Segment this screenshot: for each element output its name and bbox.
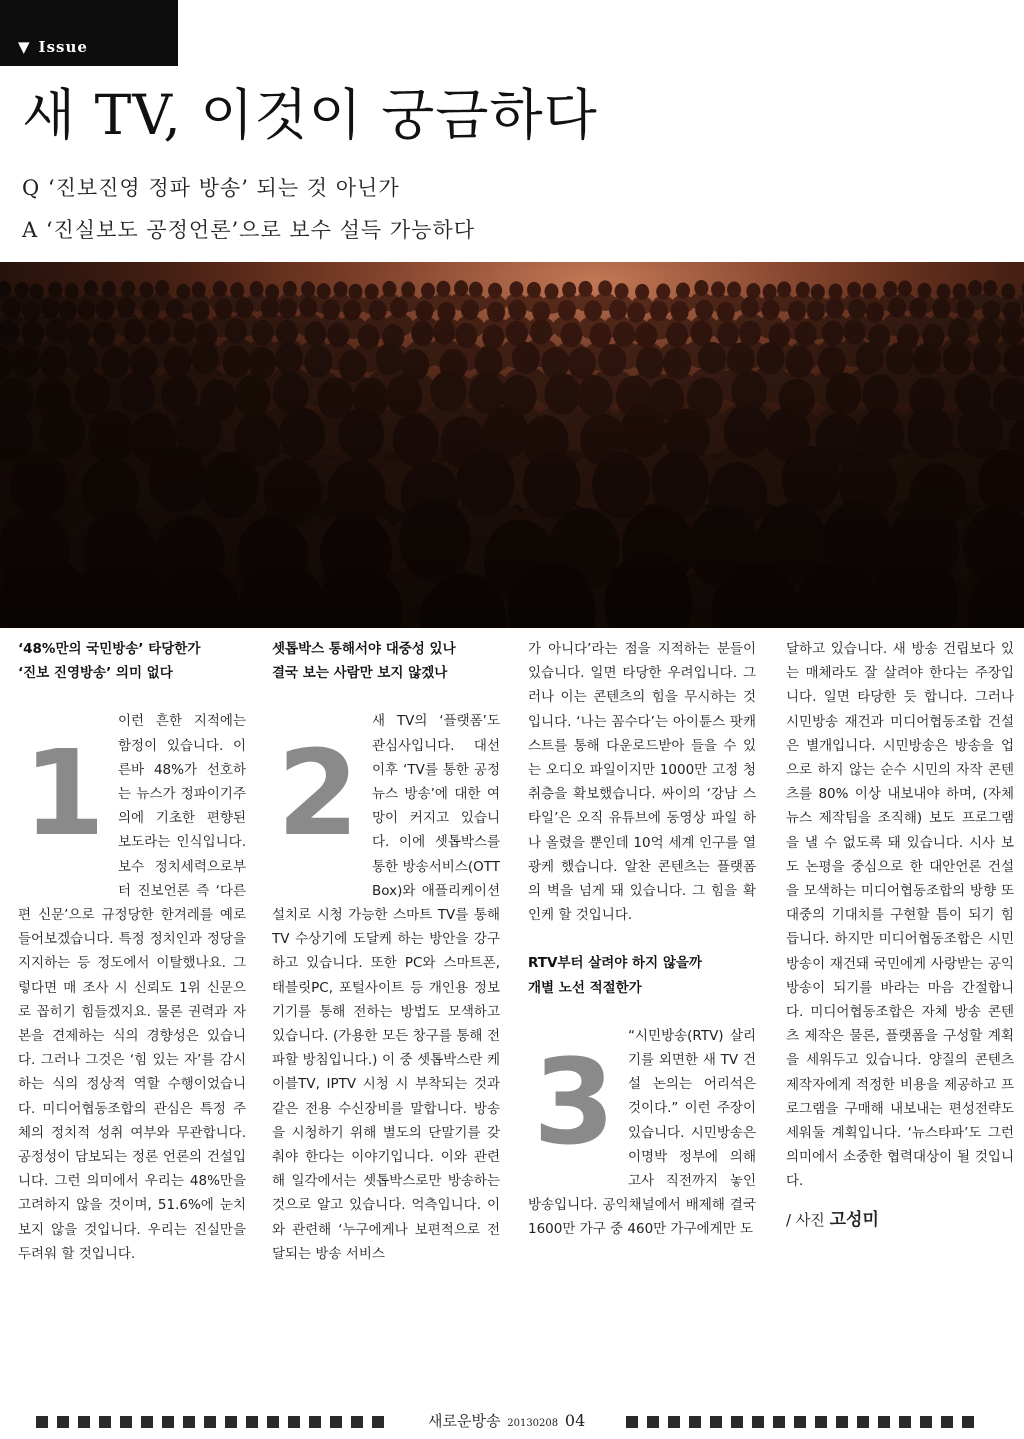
- column-2: [272, 637, 500, 1266]
- footer-square: [752, 1416, 764, 1428]
- footer-squares-right: [626, 1416, 974, 1428]
- section-label-text: Issue: [38, 38, 88, 56]
- footer-square: [941, 1416, 953, 1428]
- photo-credit-name: 고성미: [829, 1209, 879, 1230]
- footer-square: [351, 1416, 363, 1428]
- footer-square: [267, 1416, 279, 1428]
- photo-credit: [786, 1208, 1014, 1232]
- column-1-heading: [18, 637, 246, 685]
- footer-square: [962, 1416, 974, 1428]
- column-2-heading: [272, 637, 500, 685]
- footer-page-number: 04: [564, 1411, 586, 1430]
- footer-square: [99, 1416, 111, 1428]
- footer-square: [57, 1416, 69, 1428]
- column-1-heading-line-2: ‘진보 진영방송’ 의미 없다: [18, 665, 173, 682]
- footer-squares-left: [36, 1416, 384, 1428]
- subtitle-question: Q ‘진보진영 정파 방송’ 되는 것 아닌가: [22, 176, 400, 200]
- footer-square: [141, 1416, 153, 1428]
- question-number-1: 1: [22, 724, 106, 863]
- footer-square: [794, 1416, 806, 1428]
- question-number-2: 2: [276, 724, 360, 863]
- audience-photo: [0, 262, 1024, 628]
- column-3-body-top: 가 아니다’라는 점을 지적하는 분들이 있습니다. 일면 타당한 우려입니다. 그러나 이는 콘텐츠의 힘을 무시하는 것입니다. ‘나는 꼼수다’는 아이튠스 팟캐스트를 통해 다운로드받아 들을 수 있는 오디오 파일이지만 1000만 고정 청취층을 확보했습니다. 싸이의 ‘강남 스타일’은 오직 유튜브에 동영상 파일 하나 올렸을 뿐인데 10억 세계 인구를 열광케 했습니다. 알찬 콘텐츠는 플랫폼의 벽을 넘게 돼 있습니다. 그 힘을 확인케 할 것입니다.: [528, 641, 756, 924]
- subtitle-answer: A ‘진실보도 공정언론’으로 보수 설득 가능하다: [22, 218, 476, 242]
- footer-square: [647, 1416, 659, 1428]
- footer-square: [878, 1416, 890, 1428]
- page-footer: [0, 1410, 1024, 1434]
- footer-square: [626, 1416, 638, 1428]
- question-number-3: 3: [532, 1032, 616, 1171]
- column-2-heading-line-2: 결국 보는 사람만 보지 않겠나: [272, 665, 448, 682]
- footer-square: [78, 1416, 90, 1428]
- footer-square: [857, 1416, 869, 1428]
- footer-square: [120, 1416, 132, 1428]
- section-label: [18, 38, 88, 56]
- column-1: [18, 637, 246, 1266]
- footer-square: [899, 1416, 911, 1428]
- column-3-heading: [528, 951, 756, 999]
- column-3: [528, 637, 756, 1242]
- section-tab: [0, 0, 178, 66]
- column-2-body: 새 TV의 ‘플랫폼’도 관심사입니다. 대선 이후 ‘TV를 통한 공정뉴스 방송’에 대한 여망이 커지고 있습니다. 이에 셋톱박스를 통한 방송서비스(OTT Box)와 애플리케이션 설치로 시청 가능한 스마트 TV를 통해 TV 수상기에 도달케 하는 방안을 강구하고 있습니다. 또한 PC와 스마트폰, 태블릿PC, 포털사이트 등 개인용 정보 기기를 통해 전하는 방법도 모색하고 있습니다. (가용한 모든 창구를 통해 전파할 방침입니다.) 이 중 셋톱박스란 케이블TV, IPTV 시청 시 부착되는 것과 같은 전용 수신장비를 말합니다. 방송을 시청하기 위해 별도의 단말기를 갖춰야 한다는 이야기입니다. 이와 관련해 일각에서는 셋톱박스로만 방송하는 것으로 알고 있습니다. 억측입니다. 이와 관련해 ‘누구에게나 보편적으로 전달되는 방송 서비스: [272, 713, 500, 1262]
- footer-date: 20130208: [507, 1418, 559, 1429]
- footer-publication: [428, 1410, 585, 1431]
- column-3-heading-line-1: RTV부터 살려야 하지 않을까: [528, 955, 702, 972]
- footer-square: [372, 1416, 384, 1428]
- footer-square: [920, 1416, 932, 1428]
- footer-square: [225, 1416, 237, 1428]
- footer-square: [668, 1416, 680, 1428]
- column-3-heading-line-2: 개별 노선 적절한가: [528, 979, 642, 996]
- footer-square: [36, 1416, 48, 1428]
- footer-square: [710, 1416, 722, 1428]
- footer-square: [815, 1416, 827, 1428]
- column-3-body: “시민방송(RTV) 살리기를 외면한 새 TV 건설 논의는 어리석은 것이다.” 이런 주장이 있습니다. 시민방송은 이명박 정부에 의해 고사 직전까지 놓인 방송입니다. 공익채널에서 배제해 결국 1600만 가구 중 460만 가구에게만 도: [528, 1027, 756, 1238]
- footer-square: [288, 1416, 300, 1428]
- photo-credit-prefix: / 사진: [786, 1210, 825, 1229]
- footer-square: [836, 1416, 848, 1428]
- footer-publication-name: 새로운방송: [428, 1412, 501, 1430]
- footer-square: [309, 1416, 321, 1428]
- column-4-body: 달하고 있습니다. 새 방송 건립보다 있는 매체라도 잘 살려야 한다는 주장입니다. 일면 타당한 듯 합니다. 그러나 시민방송 재건과 미디어협동조합 건설은 별개입니다. 시민방송은 방송을 업으로 하지 않는 순수 시민의 자작 콘텐츠를 80% 이상 내보내야 하며, (자체 뉴스 제작팀을 조직해) 보도 프로그램을 낼 수 없도록 돼 있습니다. 시사 보도 논평을 중심으로 한 대안언론 건설을 모색하는 미디어협동조합의 방향 또 대중의 기대치를 구현할 틈이 되기 힘듭니다. 하지만 미디어협동조합은 시민방송이 재건돼 국민에게 사랑받는 공익방송이 되기를 바라는 마음 간절합니다. 미디어협동조합은 자체 방송 콘텐츠 제작은 물론, 플랫폼을 구성할 계획을 세워두고 있습니다. 양질의 콘텐츠 제작자에게 적정한 비용을 제공하고 프로그램을 구매해 내보내는 편성전략도 세워둘 계획입니다. ‘뉴스타파’도 그런 의미에서 소중한 협력대상이 될 것입니다.: [786, 641, 1014, 1190]
- footer-square: [689, 1416, 701, 1428]
- article-title: 새 TV, 이것이 궁금하다: [22, 83, 598, 147]
- footer-square: [330, 1416, 342, 1428]
- footer-square: [773, 1416, 785, 1428]
- footer-square: [246, 1416, 258, 1428]
- column-1-heading-line-1: ‘48%만의 국민방송’ 타당한가: [18, 641, 201, 657]
- footer-square: [204, 1416, 216, 1428]
- footer-square: [162, 1416, 174, 1428]
- triangle-down-icon: ▼: [18, 38, 31, 56]
- footer-square: [183, 1416, 195, 1428]
- column-1-body: 이런 흔한 지적에는 함정이 있습니다. 이른바 48%가 선호하는 뉴스가 정파이기주의에 기초한 편향된 보도라는 인식입니다. 보수 정치세력으로부터 진보언론 즉 ‘다른 편 신문’으로 규정당한 한겨레를 예로 들어보겠습니다. 특정 정치인과 정당을 지지하는 등 정도에서 이탈했나요. 그렇다면 매 조사 시 신뢰도 1위 신문으로 꼽히기 힘들겠지요. 물론 권력과 자본을 견제하는 식의 경향성은 있습니다. 그러나 그것은 ‘힘 있는 자’를 감시하는 식의 정상적 역할 수행이었습니다. 미디어협동조합의 관심은 특정 주체의 정치적 성취 여부와 무관합니다. 공정성이 담보되는 정론 언론의 건설입니다. 그런 의미에서 우리는 48%만을 고려하지 않을 것이며, 51.6%에 눈치 보지 않을 것입니다. 우리는 진실만을 두려워 할 것입니다.: [18, 713, 246, 1262]
- column-4: [786, 637, 1014, 1232]
- column-2-heading-line-1: 셋톱박스 통해서야 대중성 있나: [272, 641, 456, 657]
- footer-square: [731, 1416, 743, 1428]
